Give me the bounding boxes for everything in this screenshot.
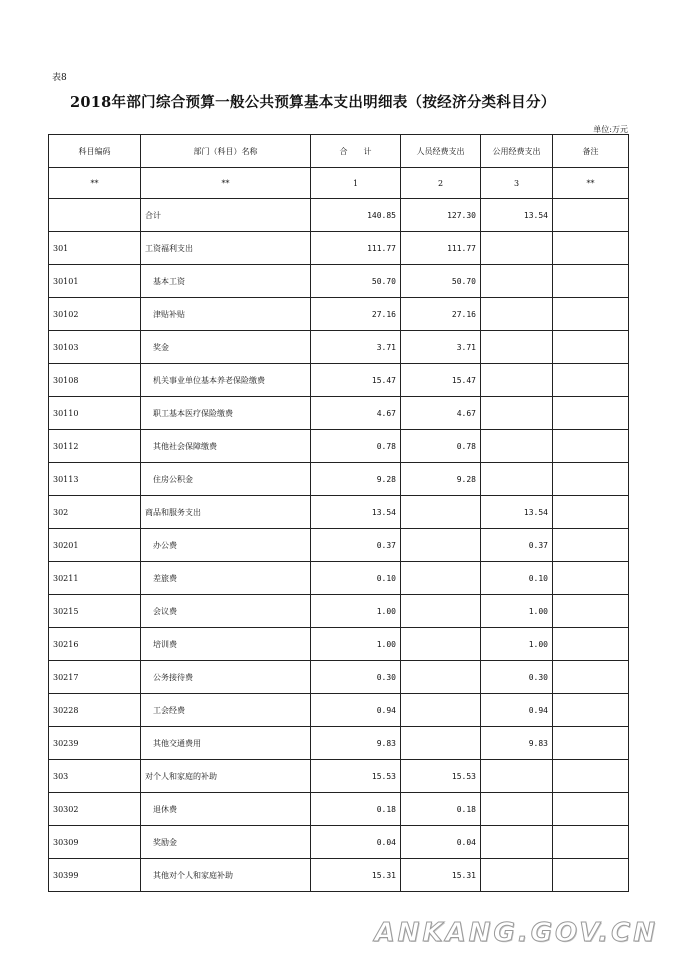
- row-public: 13.54: [481, 199, 553, 232]
- row-personnel: 127.30: [401, 199, 481, 232]
- row-code: 30215: [49, 595, 141, 628]
- row-public: 0.94: [481, 694, 553, 727]
- row-remark: [553, 661, 629, 694]
- row-total: 15.47: [311, 364, 401, 397]
- row-name: 其他交通费用: [141, 727, 311, 760]
- table-row: [49, 793, 629, 826]
- row-code: 303: [49, 760, 141, 793]
- row-public: 1.00: [481, 628, 553, 661]
- row-personnel: 50.70: [401, 265, 481, 298]
- row-total: 15.53: [311, 760, 401, 793]
- row-total: 13.54: [311, 496, 401, 529]
- budget-table: [48, 134, 629, 892]
- row-public: 9.83: [481, 727, 553, 760]
- row-name: 工会经费: [141, 694, 311, 727]
- row-public: 1.00: [481, 595, 553, 628]
- site-watermark: ANKANG.GOV.CN: [374, 918, 658, 948]
- row-total: 0.94: [311, 694, 401, 727]
- table-row: [49, 364, 629, 397]
- row-public: [481, 298, 553, 331]
- row-personnel: [401, 562, 481, 595]
- table-row: [49, 760, 629, 793]
- row-remark: [553, 793, 629, 826]
- row-name: 住房公积金: [141, 463, 311, 496]
- table-row: [49, 298, 629, 331]
- row-total: 0.18: [311, 793, 401, 826]
- table-body: [49, 199, 629, 892]
- row-code: 30309: [49, 826, 141, 859]
- row-remark: [553, 199, 629, 232]
- row-total: 3.71: [311, 331, 401, 364]
- row-total: 4.67: [311, 397, 401, 430]
- row-personnel: [401, 727, 481, 760]
- row-remark: [553, 496, 629, 529]
- row-name: 会议费: [141, 595, 311, 628]
- table-row: [49, 727, 629, 760]
- row-name: 其他社会保障缴费: [141, 430, 311, 463]
- row-personnel: 0.04: [401, 826, 481, 859]
- index-total: 1: [311, 168, 401, 199]
- row-total: 1.00: [311, 595, 401, 628]
- row-public: 0.10: [481, 562, 553, 595]
- row-personnel: 0.78: [401, 430, 481, 463]
- header-row: [49, 135, 629, 168]
- row-remark: [553, 463, 629, 496]
- unit-label: 单位:万元: [593, 125, 628, 134]
- header-code: 科目编码: [49, 135, 141, 168]
- row-total: 9.28: [311, 463, 401, 496]
- row-remark: [553, 364, 629, 397]
- header-name: 部门（科目）名称: [141, 135, 311, 168]
- table-row: [49, 496, 629, 529]
- index-name: **: [141, 168, 311, 199]
- row-personnel: 15.31: [401, 859, 481, 892]
- row-code: 30113: [49, 463, 141, 496]
- index-remark: **: [553, 168, 629, 199]
- table-row: [49, 199, 629, 232]
- table-row: [49, 265, 629, 298]
- row-name: 公务接待费: [141, 661, 311, 694]
- row-remark: [553, 826, 629, 859]
- row-total: 0.78: [311, 430, 401, 463]
- row-personnel: [401, 595, 481, 628]
- table-row: [49, 562, 629, 595]
- row-personnel: 4.67: [401, 397, 481, 430]
- row-personnel: [401, 496, 481, 529]
- row-public: [481, 364, 553, 397]
- row-total: 140.85: [311, 199, 401, 232]
- row-public: [481, 430, 553, 463]
- header-remark: 备注: [553, 135, 629, 168]
- row-name: 办公费: [141, 529, 311, 562]
- row-public: [481, 826, 553, 859]
- table-row: [49, 595, 629, 628]
- index-personnel: 2: [401, 168, 481, 199]
- table-row: [49, 430, 629, 463]
- header-total: 合 计: [311, 135, 401, 168]
- row-remark: [553, 265, 629, 298]
- row-remark: [553, 760, 629, 793]
- row-remark: [553, 430, 629, 463]
- row-code: 30211: [49, 562, 141, 595]
- row-remark: [553, 298, 629, 331]
- table-row: [49, 628, 629, 661]
- row-public: [481, 793, 553, 826]
- row-public: [481, 397, 553, 430]
- row-name: 合计: [141, 199, 311, 232]
- row-name: 基本工资: [141, 265, 311, 298]
- row-code: 30216: [49, 628, 141, 661]
- row-code: [49, 199, 141, 232]
- row-code: 30239: [49, 727, 141, 760]
- index-code: **: [49, 168, 141, 199]
- row-code: 30302: [49, 793, 141, 826]
- row-remark: [553, 397, 629, 430]
- document-title: 2018年部门综合预算一般公共预算基本支出明细表（按经济分类科目分）: [70, 94, 556, 111]
- table-row: [49, 529, 629, 562]
- table-row: [49, 694, 629, 727]
- row-total: 0.30: [311, 661, 401, 694]
- header-personnel: 人员经费支出: [401, 135, 481, 168]
- row-personnel: 3.71: [401, 331, 481, 364]
- row-total: 1.00: [311, 628, 401, 661]
- row-personnel: [401, 529, 481, 562]
- row-name: 退休费: [141, 793, 311, 826]
- row-personnel: [401, 694, 481, 727]
- table-row: [49, 232, 629, 265]
- row-remark: [553, 694, 629, 727]
- row-code: 30103: [49, 331, 141, 364]
- row-total: 9.83: [311, 727, 401, 760]
- row-public: [481, 232, 553, 265]
- row-personnel: [401, 661, 481, 694]
- row-personnel: [401, 628, 481, 661]
- row-code: 30399: [49, 859, 141, 892]
- row-code: 30101: [49, 265, 141, 298]
- row-name: 差旅费: [141, 562, 311, 595]
- row-personnel: 15.47: [401, 364, 481, 397]
- row-total: 15.31: [311, 859, 401, 892]
- row-total: 111.77: [311, 232, 401, 265]
- row-total: 0.10: [311, 562, 401, 595]
- row-public: [481, 859, 553, 892]
- row-name: 奖励金: [141, 826, 311, 859]
- row-code: 30112: [49, 430, 141, 463]
- row-public: 0.37: [481, 529, 553, 562]
- row-remark: [553, 529, 629, 562]
- table-row: [49, 397, 629, 430]
- row-total: 27.16: [311, 298, 401, 331]
- row-code: 302: [49, 496, 141, 529]
- row-personnel: 111.77: [401, 232, 481, 265]
- row-total: 50.70: [311, 265, 401, 298]
- row-public: [481, 265, 553, 298]
- row-public: 13.54: [481, 496, 553, 529]
- index-public: 3: [481, 168, 553, 199]
- row-code: 301: [49, 232, 141, 265]
- row-code: 30102: [49, 298, 141, 331]
- row-remark: [553, 331, 629, 364]
- row-code: 30228: [49, 694, 141, 727]
- row-personnel: 15.53: [401, 760, 481, 793]
- table-row: [49, 331, 629, 364]
- row-public: 0.30: [481, 661, 553, 694]
- row-code: 30110: [49, 397, 141, 430]
- row-personnel: 27.16: [401, 298, 481, 331]
- row-code: 30201: [49, 529, 141, 562]
- row-remark: [553, 562, 629, 595]
- row-code: 30108: [49, 364, 141, 397]
- row-public: [481, 760, 553, 793]
- table-row: [49, 859, 629, 892]
- table-row: [49, 463, 629, 496]
- row-public: [481, 331, 553, 364]
- row-name: 商品和服务支出: [141, 496, 311, 529]
- row-name: 津贴补贴: [141, 298, 311, 331]
- row-name: 奖金: [141, 331, 311, 364]
- table-row: [49, 826, 629, 859]
- header-public: 公用经费支出: [481, 135, 553, 168]
- row-name: 工资福利支出: [141, 232, 311, 265]
- row-name: 培训费: [141, 628, 311, 661]
- row-name: 其他对个人和家庭补助: [141, 859, 311, 892]
- row-remark: [553, 595, 629, 628]
- row-remark: [553, 232, 629, 265]
- row-remark: [553, 859, 629, 892]
- row-name: 对个人和家庭的补助: [141, 760, 311, 793]
- row-name: 职工基本医疗保险缴费: [141, 397, 311, 430]
- index-row: [49, 168, 629, 199]
- row-remark: [553, 727, 629, 760]
- row-personnel: 9.28: [401, 463, 481, 496]
- row-personnel: 0.18: [401, 793, 481, 826]
- row-name: 机关事业单位基本养老保险缴费: [141, 364, 311, 397]
- row-total: 0.04: [311, 826, 401, 859]
- row-total: 0.37: [311, 529, 401, 562]
- row-public: [481, 463, 553, 496]
- row-code: 30217: [49, 661, 141, 694]
- table-number-label: 表8: [52, 73, 67, 83]
- table-row: [49, 661, 629, 694]
- row-remark: [553, 628, 629, 661]
